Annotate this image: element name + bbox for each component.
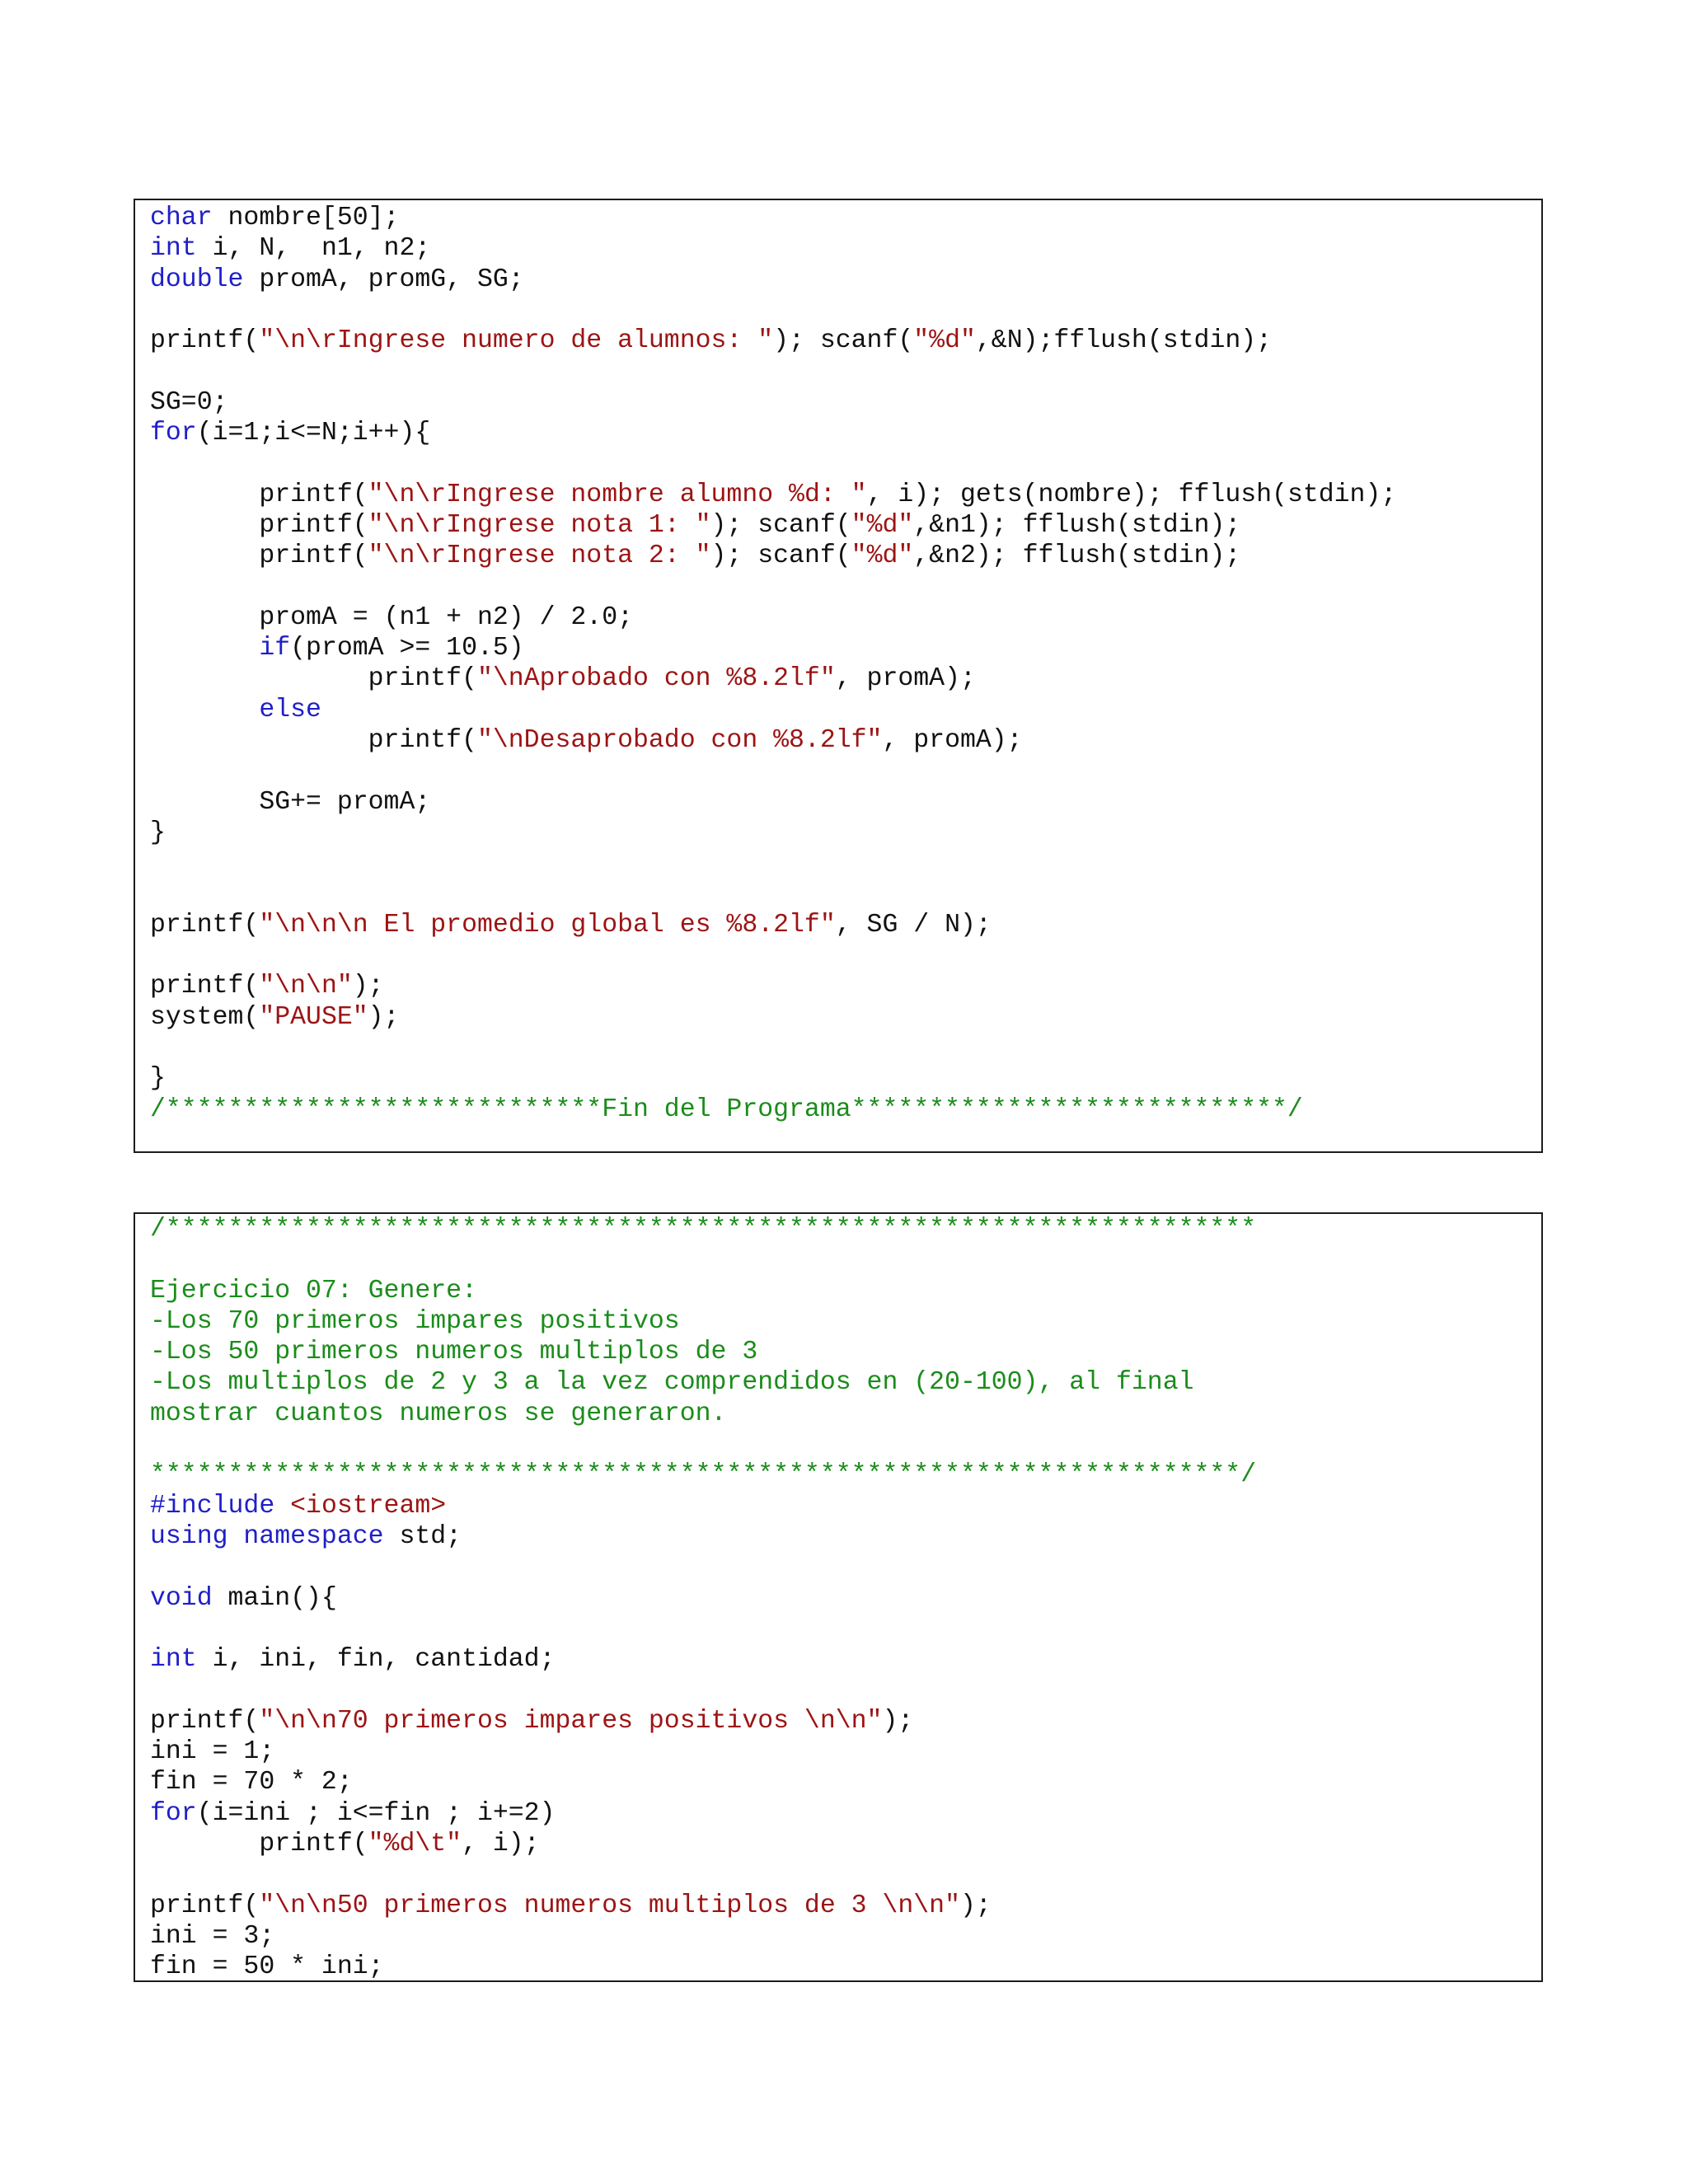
code-text: , i); gets(nombre); fflush(stdin); bbox=[866, 480, 1397, 509]
code-line bbox=[150, 1033, 1541, 1063]
code-text: , SG / N); bbox=[835, 910, 992, 940]
code-block-1 bbox=[134, 199, 1543, 1153]
code-text: promA, promG, SG; bbox=[243, 265, 524, 294]
code-line bbox=[150, 326, 1541, 356]
code-line bbox=[150, 1614, 1541, 1644]
code-line bbox=[150, 756, 1541, 786]
code-line bbox=[150, 725, 1541, 756]
code-line bbox=[150, 1460, 1541, 1490]
code-line bbox=[150, 1552, 1541, 1582]
code-string: "\n\rIngrese nombre alumno %d: " bbox=[368, 480, 867, 509]
code-line bbox=[150, 448, 1541, 479]
code-text: system( bbox=[150, 1002, 260, 1032]
code-string: "%d" bbox=[913, 326, 976, 356]
code-text: printf( bbox=[150, 541, 368, 571]
code-text: printf( bbox=[150, 510, 368, 540]
code-text: ini = 1; bbox=[150, 1737, 275, 1767]
code-string: "%d" bbox=[851, 541, 914, 571]
code-text: (promA >= 10.5) bbox=[290, 634, 524, 663]
code-text: printf( bbox=[150, 326, 260, 356]
code-line bbox=[150, 1767, 1541, 1797]
code-text: ); bbox=[882, 1706, 914, 1736]
code-text: ,&n2); fflush(stdin); bbox=[913, 541, 1241, 571]
code-line bbox=[150, 1859, 1541, 1890]
code-text: std; bbox=[383, 1521, 462, 1551]
code-line bbox=[150, 695, 1541, 725]
code-line bbox=[150, 1521, 1541, 1552]
code-text: fin = 70 * 2; bbox=[150, 1768, 353, 1797]
code-text: i, N, n1, n2; bbox=[196, 234, 431, 264]
code-text: printf( bbox=[150, 480, 368, 509]
code-line bbox=[150, 1675, 1541, 1705]
code-string: "\n\n70 primeros impares positivos \n\n" bbox=[259, 1706, 883, 1736]
code-line bbox=[150, 1491, 1541, 1521]
code-line bbox=[150, 1891, 1541, 1921]
code-text: i, ini, fin, cantidad; bbox=[196, 1645, 556, 1675]
code-text: printf( bbox=[150, 1891, 260, 1920]
code-text: (i=1;i<=N;i++){ bbox=[196, 419, 431, 448]
code-text: } bbox=[150, 818, 166, 847]
code-string: "PAUSE" bbox=[259, 1002, 368, 1032]
code-string: "%d\t" bbox=[368, 1829, 462, 1858]
code-line bbox=[150, 1214, 1541, 1244]
code-keyword: #include bbox=[150, 1491, 275, 1521]
code-comment: /********************************************************************** bbox=[150, 1215, 1257, 1244]
code-keyword: else bbox=[259, 695, 321, 724]
code-line bbox=[150, 1094, 1541, 1125]
code-text: SG=0; bbox=[150, 387, 228, 417]
code-line bbox=[150, 940, 1541, 971]
code-line bbox=[150, 1798, 1541, 1829]
code-comment: -Los multiplos de 2 y 3 a la vez comprendidos en (20-100), al final bbox=[150, 1368, 1194, 1398]
code-line bbox=[150, 1736, 1541, 1767]
code-line bbox=[150, 1276, 1541, 1306]
code-text: ); scanf( bbox=[710, 541, 851, 571]
code-block-2 bbox=[134, 1212, 1543, 1982]
code-line bbox=[150, 633, 1541, 663]
code-text bbox=[150, 696, 259, 724]
code-line bbox=[150, 879, 1541, 910]
code-string: "\n\n50 primeros numeros multiplos de 3 \n\n" bbox=[259, 1891, 960, 1920]
code-line bbox=[150, 295, 1541, 326]
code-line bbox=[150, 663, 1541, 694]
code-keyword: char bbox=[150, 204, 213, 232]
code-text: , i); bbox=[462, 1829, 540, 1858]
code-line bbox=[150, 356, 1541, 387]
code-line bbox=[150, 1829, 1541, 1859]
code-line bbox=[150, 1583, 1541, 1614]
code-line bbox=[150, 265, 1541, 295]
code-keyword: using bbox=[150, 1521, 228, 1551]
code-text: printf( bbox=[150, 664, 477, 694]
code-text: , promA); bbox=[835, 664, 976, 694]
code-text: , promA); bbox=[882, 726, 1023, 756]
code-line bbox=[150, 233, 1541, 264]
code-keyword: namespace bbox=[243, 1521, 384, 1551]
code-text: ); bbox=[352, 972, 384, 1001]
code-text: printf( bbox=[150, 972, 260, 1001]
code-keyword: int bbox=[150, 234, 197, 264]
code-keyword: void bbox=[150, 1583, 213, 1613]
code-line bbox=[150, 510, 1541, 541]
code-line bbox=[150, 1921, 1541, 1952]
code-text: printf( bbox=[150, 910, 260, 940]
code-text: ); bbox=[959, 1891, 992, 1920]
code-line bbox=[150, 1063, 1541, 1094]
code-comment: -Los 70 primeros impares positivos bbox=[150, 1306, 680, 1336]
code-comment: Ejercicio 07: Genere: bbox=[150, 1276, 477, 1305]
code-line bbox=[150, 1244, 1541, 1275]
code-text: nombre[50]; bbox=[212, 204, 400, 232]
code-line bbox=[150, 418, 1541, 448]
code-text: ); scanf( bbox=[710, 510, 851, 540]
code-text bbox=[274, 1492, 290, 1521]
code-text: } bbox=[150, 1064, 166, 1094]
code-line bbox=[150, 1399, 1541, 1429]
code-line bbox=[150, 1952, 1541, 1982]
code-line bbox=[150, 203, 1541, 233]
code-text: (i=ini ; i<=fin ; i+=2) bbox=[196, 1798, 556, 1828]
code-text bbox=[150, 634, 259, 663]
code-text: ); scanf( bbox=[773, 326, 914, 356]
code-text: printf( bbox=[150, 726, 477, 756]
code-string: "\n\n" bbox=[259, 972, 353, 1001]
code-line bbox=[150, 387, 1541, 418]
code-text: SG+= promA; bbox=[150, 787, 431, 817]
code-line bbox=[150, 1367, 1541, 1398]
code-line bbox=[150, 602, 1541, 633]
code-line bbox=[150, 848, 1541, 879]
code-string: "\n\n\n El promedio global es %8.2lf" bbox=[259, 910, 836, 940]
code-text: ini = 3; bbox=[150, 1921, 275, 1951]
code-text: printf( bbox=[150, 1706, 260, 1736]
code-keyword: for bbox=[150, 1798, 197, 1828]
code-text: printf( bbox=[150, 1829, 368, 1858]
code-line bbox=[150, 1306, 1541, 1337]
code-text: ,&n1); fflush(stdin); bbox=[913, 510, 1241, 540]
code-comment: **********************************************************************/ bbox=[150, 1460, 1257, 1490]
code-line bbox=[150, 572, 1541, 602]
code-line bbox=[150, 1002, 1541, 1033]
code-line bbox=[150, 1644, 1541, 1675]
code-line bbox=[150, 1429, 1541, 1460]
code-line bbox=[150, 1706, 1541, 1736]
code-text: ); bbox=[368, 1002, 400, 1032]
code-string: "\n\rIngrese numero de alumnos: " bbox=[259, 326, 774, 356]
code-keyword: for bbox=[150, 419, 197, 448]
code-string: "\nDesaprobado con %8.2lf" bbox=[476, 726, 883, 756]
code-string: <iostream> bbox=[290, 1491, 447, 1521]
code-text: promA = (n1 + n2) / 2.0; bbox=[150, 602, 633, 632]
code-line bbox=[150, 818, 1541, 848]
code-keyword: int bbox=[150, 1645, 197, 1675]
code-line bbox=[150, 910, 1541, 940]
code-comment: -Los 50 primeros numeros multiplos de 3 bbox=[150, 1338, 758, 1367]
code-text: fin = 50 * ini; bbox=[150, 1952, 384, 1982]
code-string: "%d" bbox=[851, 510, 914, 540]
code-comment: /****************************Fin del Programa****************************/ bbox=[150, 1094, 1303, 1124]
code-text: ,&N);fflush(stdin); bbox=[975, 326, 1273, 356]
code-line bbox=[150, 480, 1541, 510]
code-line bbox=[150, 787, 1541, 818]
code-keyword: double bbox=[150, 265, 244, 294]
code-line bbox=[150, 1337, 1541, 1367]
code-line bbox=[150, 541, 1541, 571]
code-string: "\n\rIngrese nota 1: " bbox=[368, 510, 711, 540]
code-string: "\n\rIngrese nota 2: " bbox=[368, 541, 711, 571]
code-line bbox=[150, 971, 1541, 1001]
code-comment: mostrar cuantos numeros se generaron. bbox=[150, 1399, 727, 1428]
code-text: main(){ bbox=[212, 1583, 337, 1613]
code-keyword: if bbox=[259, 634, 291, 663]
code-text bbox=[228, 1522, 244, 1551]
code-string: "\nAprobado con %8.2lf" bbox=[476, 664, 836, 694]
